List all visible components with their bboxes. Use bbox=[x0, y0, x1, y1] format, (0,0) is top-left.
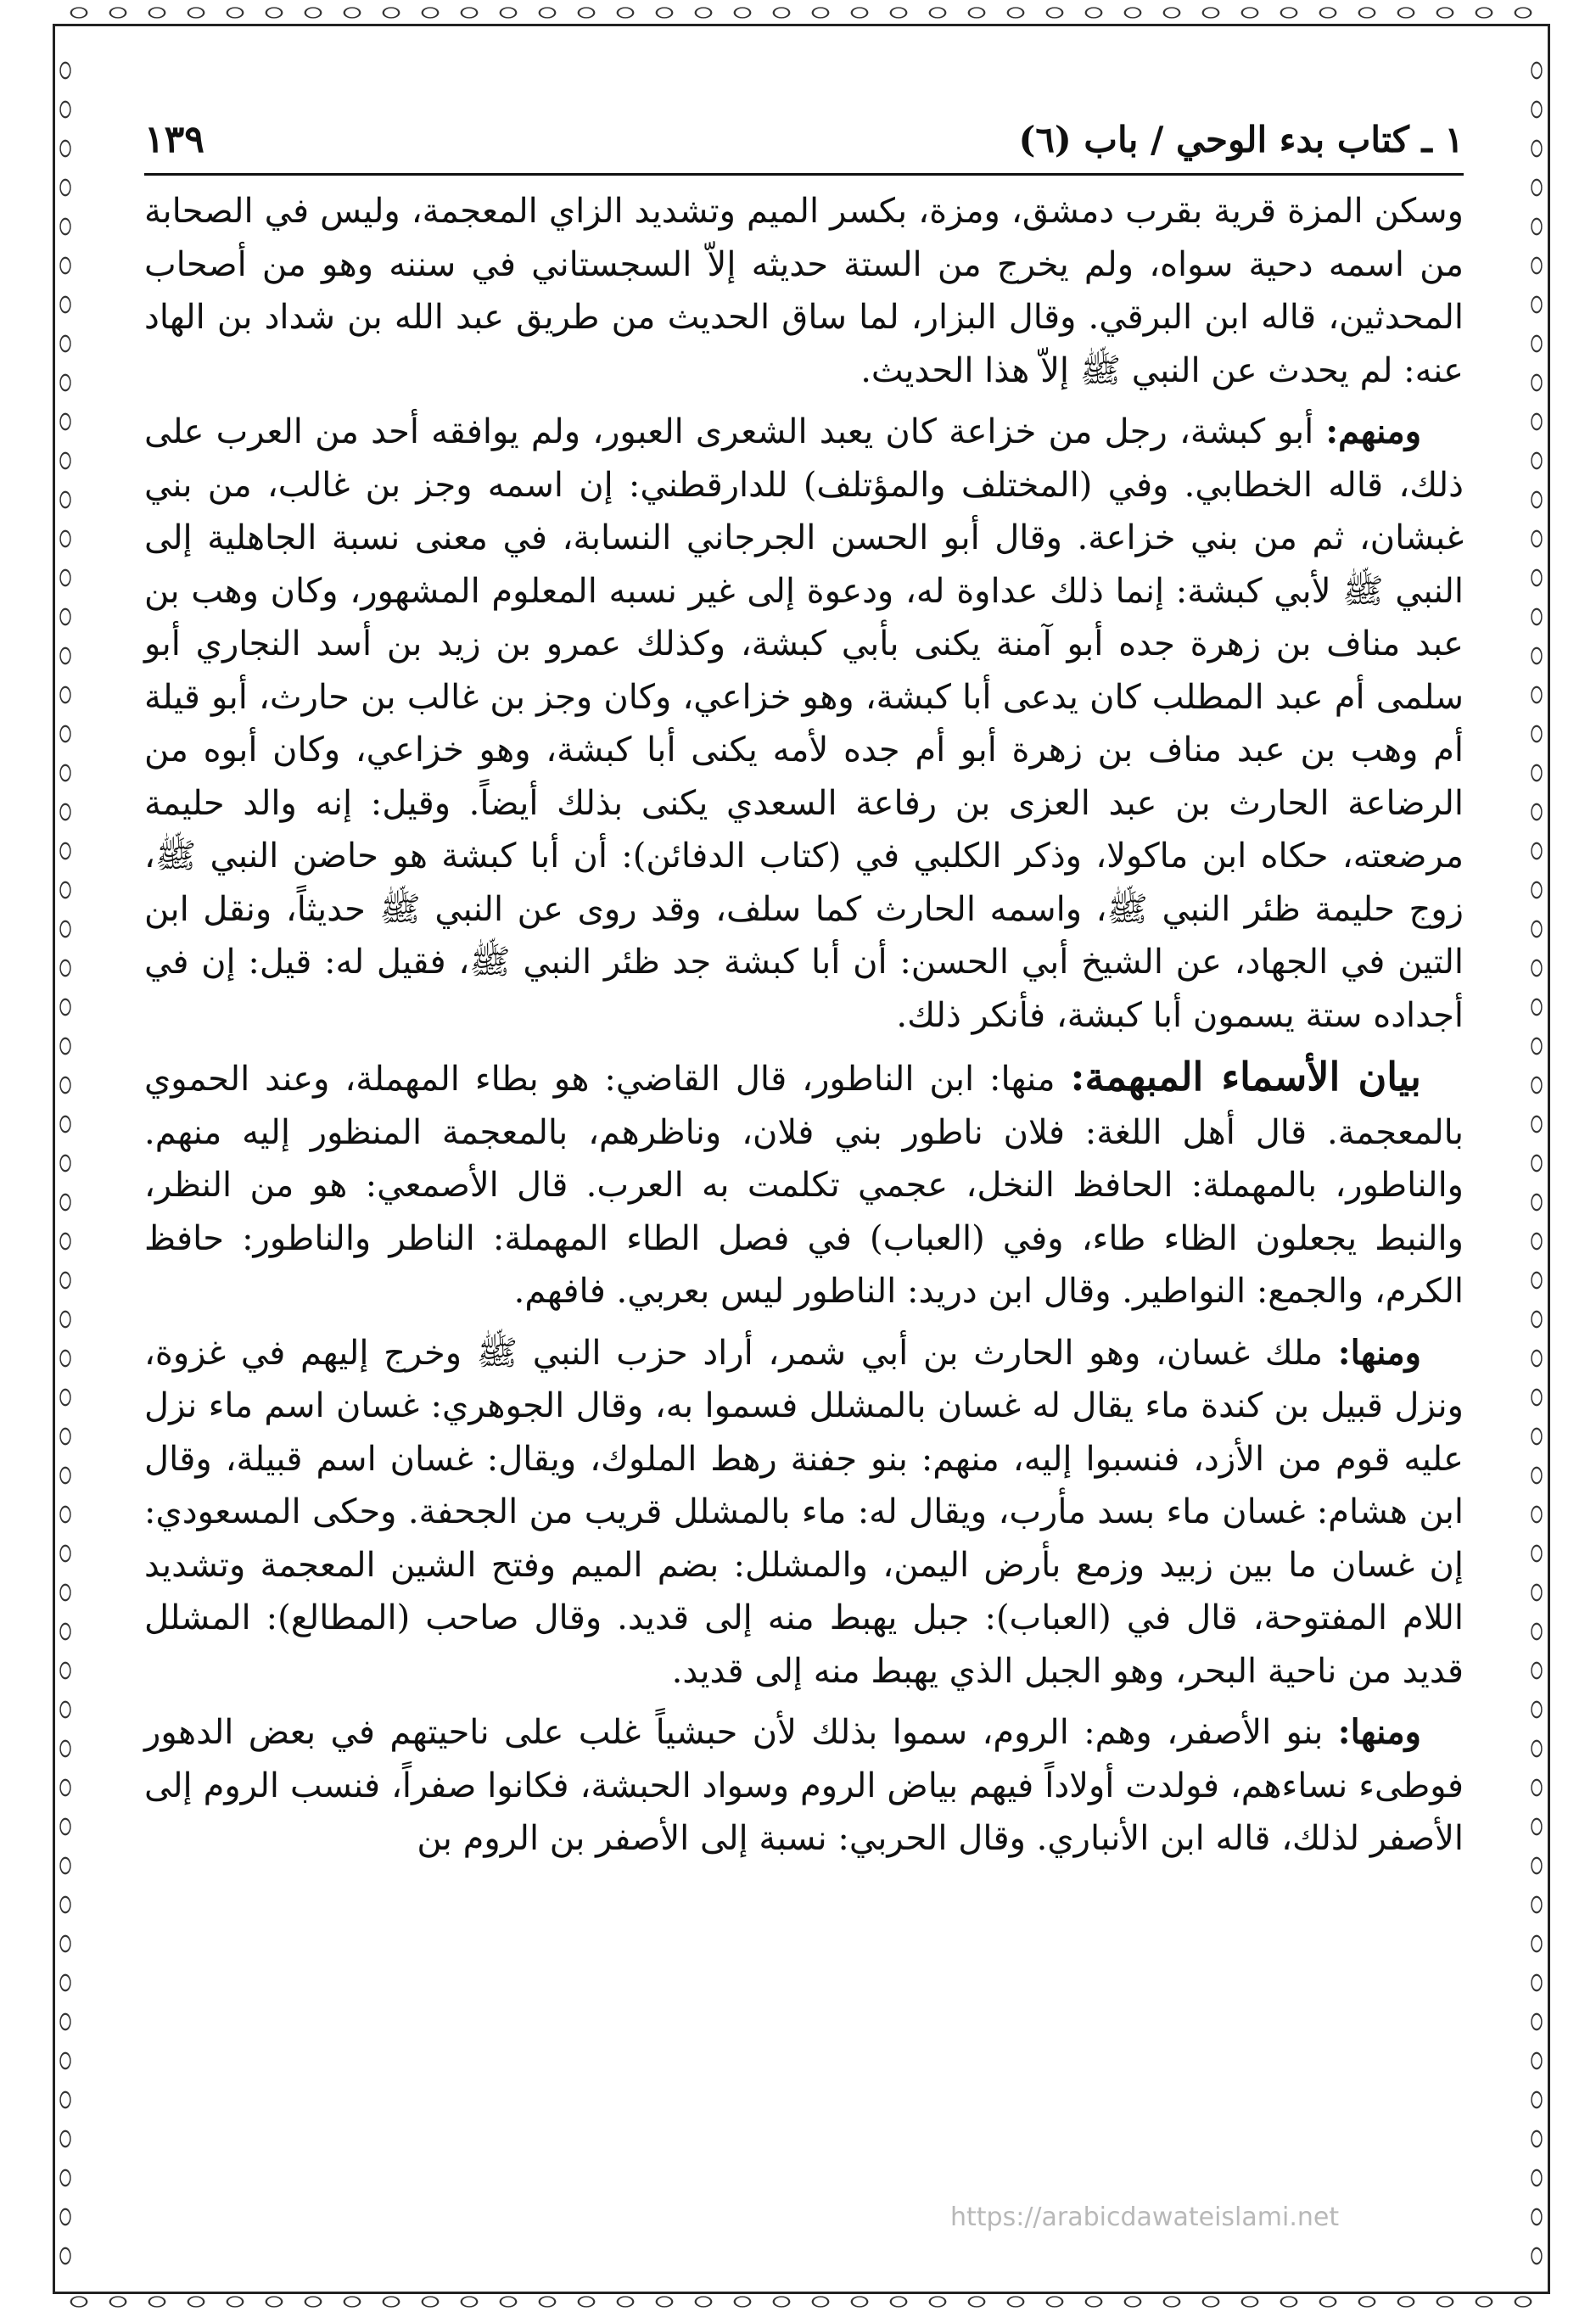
paragraph-ghassan bbox=[144, 1327, 1464, 1699]
paragraph-text: منها: ابن الناطور، قال القاضي: هو بطاء المهملة، وعند الحموي بالمعجمة. قال أهل اللغة: فلان ناطور بني فلان، وناظرهم، بالمعجمة المنظور إليه منهم. والناطور، بالمهملة: الحافظ النخل، عجمي تكلمت به العرب. قال الأصمعي: هو من النظر، والنبط يجعلون الظاء طاء، وفي (العباب) في فصل الطاء المهملة: الناطر والناطور: حافظ الكرم، والجمع: النواطير. وقال ابن دريد: الناطور ليس بعربي. فافهم. bbox=[144, 1060, 1464, 1311]
ornamental-border-top bbox=[59, 3, 1543, 22]
paragraph-text: أبو كبشة، رجل من خزاعة كان يعبد الشعرى العبور، ولم يوافقه أحد من العرب على ذلك، قاله الخطابي. وفي (المختلف والمؤتلف) للدارقطني: إن اسمه وجز بن غالب، من بني غبشان، ثم من بني خزاعة. وقال أبو الحسن الجرجاني النسابة، في معنى نسبة الجاهلية إلى النبي ﷺ لأبي كبشة: إنما ذلك عداوة له، ودعوة إلى غير نسبه المعلوم المشهور، وكان وهب بن عبد مناف بن زهرة جده أبو آمنة يكنى بأبي كبشة، وكذلك عمرو بن زيد بن أسد النجاري أبو سلمى أم عبد المطلب كان يدعى أبا كبشة، وهو خزاعي، وكان وجز بن غالب بن حارث، أبو قيلة أم وهب بن عبد مناف بن زهرة أبو أم جده لأمه يكنى أبا كبشة، وهو خزاعي، وكان أبوه من الرضاعة الحارث بن عبد العزى بن رفاعة السعدي يكنى بذلك أيضاً. وقيل: إنه والد حليمة مرضعته، حكاه ابن ماكولا، وذكر الكلبي في (كتاب الدفائن): أن أبا كبشة هو حاضن النبي ﷺ، زوج حليمة ظئر النبي ﷺ، واسمه الحارث كما سلف، وقد روى عن النبي ﷺ حديثاً، ونقل ابن التين في الجهاد، عن الشيخ أبي الحسن: أن أبا كبشة جد ظئر النبي ﷺ، فقيل له: قيل: إن في أجداده ستة يسمون أبا كبشة، فأنكر ذلك. bbox=[144, 412, 1464, 1035]
paragraph-dihya bbox=[144, 185, 1464, 397]
paragraph-ambiguous-names bbox=[144, 1050, 1464, 1318]
body-text bbox=[144, 185, 1464, 1874]
header-rule bbox=[144, 173, 1464, 176]
paragraph-text: وسكن المزة قرية بقرب دمشق، ومزة، بكسر الميم وتشديد الزاي المعجمة، وليس في الصحابة من اسمه دحية سواه، ولم يخرج من الستة حديثه إلاّ السجستاني في سننه وهو من أصحاب المحدثين، قاله ابن البرقي. وقال البزار، لما ساق الحديث من طريق عبد الله بن شداد بن الهاد عنه: لم يحدث عن النبي ﷺ إلاّ هذا الحديث. bbox=[144, 192, 1464, 390]
paragraph-banu-al-asfar bbox=[144, 1706, 1464, 1866]
watermark-url: https://arabicdawateislami.net bbox=[950, 2202, 1340, 2232]
page-header bbox=[144, 110, 1464, 170]
section-heading: بيان الأسماء المبهمة: bbox=[1070, 1054, 1421, 1100]
ornamental-border-bottom bbox=[59, 2292, 1543, 2311]
paragraph-text: بنو الأصفر، وهم: الروم، سموا بذلك لأن حبشياً غلب على ناحيتهم في بعض الدهور فوطىء نساءهم، فولدت أولاداً فيهم بياض الروم وسواد الحبشة، فكانوا صفراً، فنسب الروم إلى الأصفر لذلك، قاله ابن الأنباري. وقال الحربي: نسبة إلى الأصفر بن الروم بن bbox=[144, 1713, 1464, 1858]
running-title: ١ ـ كتاب بدء الوحي / باب (٦) bbox=[1018, 119, 1464, 160]
page-number: ١٣٩ bbox=[144, 118, 204, 161]
paragraph-abu-kabsha bbox=[144, 406, 1464, 1042]
paragraph-text: ملك غسان، وهو الحارث بن أبي شمر، أراد حزب النبي ﷺ وخرج إليهم في غزوة، ونزل قبيل بن كندة ماء يقال له غسان بالمشلل فسموا به، وقال الجوهري: غسان اسم ماء نزل عليه قوم من الأزد، فنسبوا إليه، منهم: بنو جفنة رهط الملوك، ويقال: غسان اسم قبيلة، وقال ابن هشام: غسان ماء بسد مأرب، ويقال له: ماء بالمشلل قريب من الجحفة. وحكى المسعودي: إن غسان ما بين زبيد وزمع بأرض اليمن، والمشلل: بضم الميم وفتح الشين المعجمة وتشديد اللام المفتوحة، قال في (العباب): جبل يهبط منه إلى قديد. وقال صاحب (المطالع): المشلل قديد من ناحية البحر، وهو الجبل الذي يهبط منه إلى قديد. bbox=[144, 1333, 1464, 1691]
paragraph-lead: ومنها: bbox=[1337, 1332, 1421, 1373]
paragraph-lead: ومنهم: bbox=[1325, 411, 1422, 451]
paragraph-lead: ومنها: bbox=[1337, 1712, 1421, 1752]
